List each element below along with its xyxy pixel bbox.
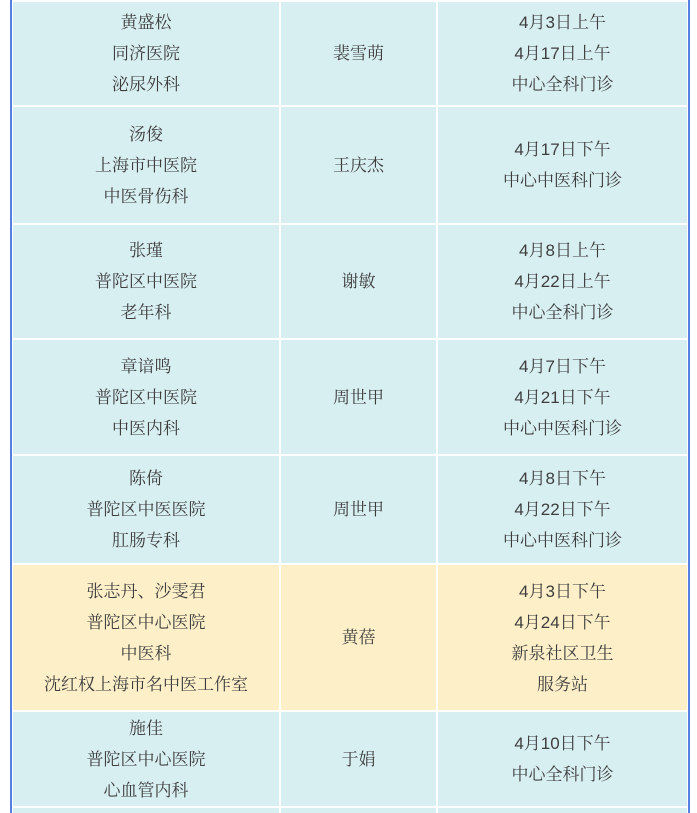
schedule-cell — [438, 808, 687, 813]
cell-line: 黄盛松 — [120, 13, 172, 32]
cell-line: 中心全科门诊 — [511, 303, 614, 322]
cell-line: 施佳 — [129, 718, 163, 738]
table-row-partial — [13, 808, 687, 813]
contact-name: 周世甲 — [333, 500, 384, 519]
cell-line: 中心中医科门诊 — [503, 531, 622, 550]
cell-line: 中心全科门诊 — [511, 765, 614, 784]
table-row — [13, 2, 687, 105]
schedule-cell — [438, 2, 687, 105]
cell-line: 张瑾 — [129, 241, 163, 260]
table-row — [13, 565, 687, 710]
doctor-cell — [13, 107, 279, 223]
cell-line: 4月8日上午 — [519, 241, 606, 260]
schedule-cell — [438, 456, 687, 563]
cell-line: 4月21日下午 — [514, 387, 611, 407]
cell-line: 4月3日上午 — [519, 13, 606, 32]
contact-name: 于娟 — [341, 749, 376, 769]
contact-name: 谢敏 — [341, 272, 376, 291]
cell-line: 普陀区中医院 — [95, 272, 197, 291]
cell-line: 中心中医科门诊 — [503, 171, 622, 190]
doctor-cell — [13, 225, 279, 338]
cell-line: 4月24日下午 — [514, 612, 611, 632]
cell-line: 4月17日上午 — [514, 44, 611, 63]
table-row — [13, 107, 687, 223]
schedule-table-body — [13, 2, 687, 813]
cell-line: 服务站 — [537, 674, 588, 694]
cell-line: 4月22日下午 — [514, 500, 611, 519]
cell-line: 普陀区中心医院 — [86, 612, 206, 632]
cell-line: 中医科 — [120, 643, 172, 663]
cell-line: 中心中医科门诊 — [503, 418, 622, 438]
cell-line: 上海市中医院 — [95, 155, 197, 175]
contact-cell — [281, 107, 436, 223]
cell-line: 老年科 — [120, 303, 172, 322]
table-row — [13, 340, 687, 454]
cell-line: 章谙鸣 — [120, 356, 172, 376]
schedule-cell — [438, 225, 687, 338]
cell-line: 4月3日下午 — [519, 581, 606, 601]
contact-name: 周世甲 — [333, 387, 384, 407]
doctor-cell — [13, 340, 279, 454]
cell-line: 汤俊 — [129, 124, 163, 144]
schedule-cell — [438, 340, 687, 454]
cell-line: 中心全科门诊 — [511, 75, 614, 94]
cell-line: 4月22日上午 — [514, 272, 611, 291]
contact-cell — [281, 565, 436, 710]
schedule-cell — [438, 712, 687, 806]
cell-line: 4月7日下午 — [519, 356, 606, 376]
contact-name: 裴雪萌 — [333, 44, 384, 63]
contact-cell — [281, 2, 436, 105]
cell-line: 泌尿外科 — [112, 75, 180, 94]
doctor-cell — [13, 456, 279, 563]
doctor-cell — [13, 712, 279, 806]
contact-cell — [281, 340, 436, 454]
cell-line: 4月8日下午 — [519, 469, 606, 488]
contact-cell — [281, 456, 436, 563]
cell-line: 陈倚 — [129, 469, 163, 488]
cell-line: 肛肠专科 — [112, 531, 180, 550]
cell-line: 4月10日下午 — [514, 734, 611, 753]
contact-cell — [281, 225, 436, 338]
doctor-cell — [13, 565, 279, 710]
contact-cell — [281, 712, 436, 806]
schedule-table — [10, 0, 690, 813]
cell-line: 张志丹、沙雯君 — [86, 581, 206, 601]
table-row — [13, 225, 687, 338]
cell-line: 中医内科 — [112, 418, 180, 438]
contact-cell — [281, 808, 436, 813]
cell-line: 沈红权上海市名中医工作室 — [44, 674, 248, 694]
cell-line: 心血管内科 — [103, 780, 189, 800]
table-row — [13, 456, 687, 563]
cell-line: 4月17日下午 — [514, 140, 611, 159]
contact-name: 王庆杰 — [333, 155, 384, 175]
cell-line: 普陀区中医院 — [95, 387, 197, 407]
cell-line: 同济医院 — [112, 44, 180, 63]
doctor-cell — [13, 2, 279, 105]
contact-name: 黄蓓 — [341, 628, 376, 647]
doctor-cell — [13, 808, 279, 813]
cell-line: 中医骨伤科 — [103, 186, 189, 206]
schedule-cell — [438, 107, 687, 223]
schedule-cell — [438, 565, 687, 710]
table-row — [13, 712, 687, 806]
cell-line: 普陀区中医医院 — [86, 500, 206, 519]
cell-line: 普陀区中心医院 — [86, 749, 206, 769]
cell-line: 新泉社区卫生 — [511, 643, 614, 663]
